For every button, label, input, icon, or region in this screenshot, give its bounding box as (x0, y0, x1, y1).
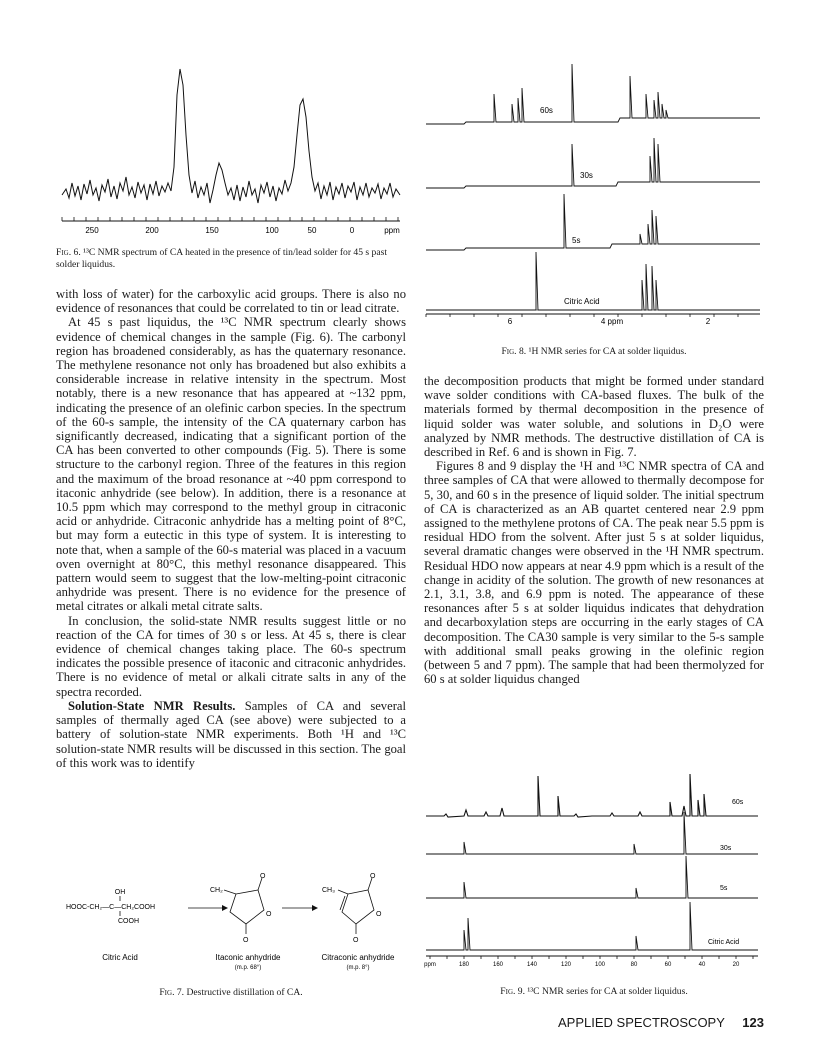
fig7-name-itaconic: Itaconic anhydride (215, 953, 281, 962)
fig7-itaconic-ring (230, 890, 264, 924)
fig7-o-label: O (353, 937, 359, 944)
fig8-caption (424, 346, 764, 358)
fig9-trace-5s (426, 856, 758, 898)
fig9-label-30s: 30s (720, 845, 732, 852)
fig9-tick-label: 120 (560, 962, 572, 968)
fig8-trace-5s (426, 194, 760, 250)
right-paragraph-1: the decomposition products that might be formed under standard wave solder conditions with CA-based fluxes. The bulk of the materials formed by thermal decomposition in the presence of liquid solder was water soluble, and solutions in D₂O were analyzed by NMR methods. The destructive distillation of CA is described in Ref. 6 and is shown in Fig. 7. (424, 374, 764, 460)
fig7-ch2-label: CH₂ (210, 887, 223, 894)
fig6-caption-label: Fig. 6. (56, 247, 81, 258)
journal-name: APPLIED SPECTROSCOPY (558, 1015, 725, 1030)
fig8-caption-label: Fig. 8. (501, 346, 527, 357)
fig9-tick-label: 60 (664, 962, 672, 968)
fig7-ch3-label: CH₃ (322, 887, 335, 894)
fig8-label-5s: 5s (572, 236, 581, 245)
figure-9 (424, 772, 764, 1008)
fig7-cooh-label: COOH (118, 918, 139, 925)
fig7-caption-text: Destructive distillation of CA. (186, 987, 303, 998)
fig7-reaction-scheme (56, 872, 406, 982)
fig6-caption (56, 247, 406, 270)
fig6-trace (62, 69, 400, 203)
fig9-spectra (424, 772, 764, 980)
fig9-tick-label: 80 (630, 962, 638, 968)
fig8-trace-60s (426, 64, 760, 124)
left-paragraph-4 (56, 699, 406, 770)
fig7-o-label: O (266, 911, 272, 918)
fig9-tick-label: 100 (594, 962, 606, 968)
fig9-label-60s: 60s (732, 799, 744, 806)
fig9-caption-label: Fig. 9. (500, 986, 525, 997)
fig7-caption (56, 987, 406, 999)
fig9-caption-text: ¹³C NMR series for CA at solder liquidus. (527, 986, 688, 997)
fig7-o-label: O (370, 873, 376, 880)
fig8-label-citric: Citric Acid (564, 297, 600, 306)
fig7-oh-label: OH (114, 889, 126, 896)
fig6-tick-label: 0 (349, 226, 355, 235)
fig9-tick-label: 40 (698, 962, 706, 968)
fig8-caption-text: ¹H NMR series for CA at solder liquidus. (528, 346, 687, 357)
fig6-tick-label: ppm (384, 226, 400, 235)
section-heading-solution-state: Solution-State NMR Results. (68, 698, 236, 713)
fig7-mp-citraconic: (m.p. 8°) (346, 965, 370, 971)
fig9-trace-60s (426, 774, 758, 817)
left-paragraph-1: with loss of water) for the carboxylic acid groups. There is also no evidence of resonances that could be correlated to tin or lead citrate. (56, 287, 406, 316)
left-paragraph-4-text: Samples of CA and several samples of thermally aged CA (see above) were subjected to a battery of solution-state NMR experiments. Both ¹H and ¹³C solution-state NMR results will be discussed in this section. The goal of this work was to identify (56, 698, 406, 770)
fig9-label-citric: Citric Acid (708, 939, 740, 946)
fig7-name-citraconic: Citraconic anhydride (321, 953, 395, 962)
figure-6 (56, 55, 406, 277)
fig8-tick-label: 4 ppm (600, 317, 624, 326)
fig6-tick-label: 100 (265, 226, 279, 235)
figure-7 (56, 872, 406, 1007)
fig6-spectrum (56, 55, 406, 245)
fig9-tick-label: 180 (458, 962, 470, 968)
page-footer (558, 1015, 764, 1030)
left-paragraph-3: In conclusion, the solid-state NMR results suggest little or no reaction of the CA for times of 30 s or less. At 45 s, there is clear evidence of chemical changes taking place. The 60-s spectrum indicates the possible presence of itaconic and citraconic anhydrides. There is no evidence of metal or alkali citrate salts in any of the spectra recorded. (56, 613, 406, 699)
fig7-mp-itaconic: (m.p. 68°) (234, 965, 262, 971)
fig9-trace-30s (426, 812, 758, 854)
fig7-citraconic-ring (342, 890, 374, 924)
fig7-o-label: O (243, 937, 249, 944)
fig7-citric-formula: HOOC-CH₂—C—CH₂COOH (66, 904, 156, 911)
fig8-label-30s: 30s (580, 171, 593, 180)
fig8-tick-label: 6 (507, 317, 513, 326)
fig6-tick-label: 250 (85, 226, 99, 235)
fig7-o-label: O (260, 873, 266, 880)
fig9-label-5s: 5s (720, 885, 728, 892)
fig6-tick-label: 150 (205, 226, 219, 235)
fig9-tick-label: 20 (732, 962, 740, 968)
figure-8 (424, 58, 764, 358)
fig9-tick-label: 140 (526, 962, 538, 968)
fig7-o-label: O (376, 911, 382, 918)
fig7-name-citric: Citric Acid (102, 953, 138, 962)
fig6-tick-label: 200 (145, 226, 159, 235)
fig8-tick-label: 2 (705, 317, 711, 326)
right-column (424, 374, 764, 686)
fig7-caption-label: Fig. 7. (159, 987, 185, 998)
fig6-caption-text: ¹³C NMR spectrum of CA heated in the presence of tin/lead solder for 45 s past solder liquidus. (56, 247, 388, 270)
left-paragraph-2: At 45 s past liquidus, the ¹³C NMR spectrum clearly shows evidence of chemical changes in the sample (Fig. 6). The carbonyl region has broadened considerably, as has the quaternary resonance. The methylene resonance not only has broadened but also exhibits a considerable increase in relative intensity in the spectrum. Most notably, there is a new resonance that has appeared at ~132 ppm, indicating the presence of an olefinic carbon species. In the spectrum of the 60-s sample, the intensity of the CA quaternary carbon has significantly decreased, indicating that a significant portion of the CA has been converted to other compounds (Fig. 5). There is some structure to the carbonyl region. Three of the features in this region and the maximum of the broad resonance at ~40 ppm correspond to itaconic anhydride (see below). In addition, there is a resonance at 10.5 ppm which may correspond to the methyl group in citraconic acid or anhydride. Citraconic anhydride has a melting point of 8°C, but may form a eutectic in this type of system. It is interesting to note that, when a sample of the 60-s material was placed in a vacuum oven overnight at 80°C, this methyl resonance disappeared. This pattern would seem to suggest that the low-melting-point citraconic anhydride was present. There is no evidence for the presence of metal citrates or alkali metal citrate salts. (56, 315, 406, 614)
fig9-caption (424, 986, 764, 998)
left-column (56, 287, 406, 770)
fig8-label-60s: 60s (540, 106, 553, 115)
fig8-spectra (424, 58, 764, 330)
fig9-tick-marks (430, 956, 753, 959)
page-number: 123 (742, 1015, 764, 1030)
fig6-tick-label: 50 (307, 226, 317, 235)
fig6-tick-marks (62, 217, 398, 221)
right-paragraph-2: Figures 8 and 9 display the ¹H and ¹³C NMR spectra of CA and three samples of CA that were allowed to thermally decompose for 5, 30, and 60 s in the presence of liquid solder. The initial spectrum of CA is characterized as an AB quartet centered near 2.9 ppm assigned to the methylene protons of CA. The peak near 5.5 ppm is residual HDO from the solvent. After just 5 s at solder liquidus, several dramatic changes were observed in the ¹H NMR spectrum. Residual HDO now appears at near 4.9 ppm which is a result of the change in acidity of the solution. The growth of new resonances at 2.1, 3.1, 3.8, and 6.9 ppm is noted. The appearance of these resonances after 5 s at solder liquidus indicates that dehydration and decarboxylation steps are occurring in the early stages of CA decomposition. The CA30 sample is very similar to the 5-s sample with additional small peaks growing in the olefinic region (between 5 and 7 ppm). The sample that had been thermolyzed for 60 s at solder liquidus changed (424, 459, 764, 687)
fig9-tick-label: 160 (492, 962, 504, 968)
fig9-tick-label: ppm (424, 962, 436, 968)
